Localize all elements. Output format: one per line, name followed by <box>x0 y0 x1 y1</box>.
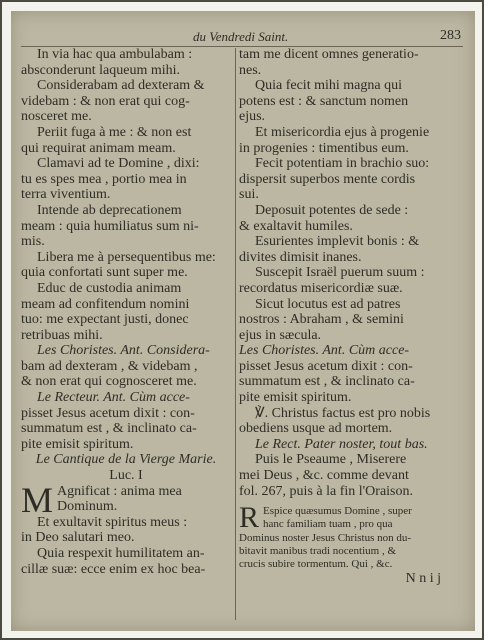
text-line: absconderunt laqueum mihi. <box>21 62 181 78</box>
text-line: videbam : & non erat qui cog- <box>21 93 190 109</box>
text-line: Quia respexit humilitatem an- <box>37 546 205 561</box>
left-after-lines <box>21 515 231 577</box>
text-line: mis. <box>21 234 45 250</box>
text-line: quia confortati sunt super me. <box>21 265 188 281</box>
drop-cap: M <box>21 479 54 520</box>
text-line: Quia fecit mihi magna qui <box>255 78 402 94</box>
page-number: 283 <box>440 28 461 43</box>
text-line: in progenies : timentibus eum. <box>239 140 409 156</box>
right-column <box>239 47 465 587</box>
page-frame <box>2 2 482 638</box>
text-line: Deposuit potentes de sede : <box>255 202 409 218</box>
column-divider <box>235 48 236 620</box>
prayer-line: bitavit manibus tradi nocentium , & <box>239 544 397 557</box>
text-line: Fecit potentiam in brachio suo: <box>255 156 430 172</box>
prayer-block <box>239 501 465 571</box>
text-line: tam me dicent omnes generatio- <box>239 47 419 62</box>
book-page <box>11 11 475 631</box>
text-line: potens est : & sanctum nomen <box>239 93 409 109</box>
text-line: in Deo salutari meo. <box>21 530 135 546</box>
text-line: In via hac qua ambulabam : <box>37 47 193 62</box>
text-line: summatum est , & inclinato ca- <box>239 374 415 390</box>
text-line: Puis le Pseaume , Miserere <box>255 452 407 468</box>
text-line: ℣. Christus factus est pro nobis <box>255 405 431 421</box>
text-line: obediens usque ad mortem. <box>239 421 393 437</box>
text-line: pisset Jesus acetum dixit : con- <box>21 405 195 421</box>
text-line: Considerabam ad dexteram & <box>37 78 205 94</box>
prayer-line: Espice quæsumus Domine , super <box>263 505 412 518</box>
prayer-line: hanc familiam tuam , pro qua <box>263 518 393 531</box>
text-line: terra viventium. <box>21 187 111 203</box>
text-line: Libera me à persequentibus me: <box>37 249 216 265</box>
running-title: du Vendredi Saint. <box>193 29 289 44</box>
text-line: ejus in sæcula. <box>239 327 322 343</box>
left-column <box>21 47 231 577</box>
text-line: dispersit superbos mente cordis <box>239 171 416 187</box>
magnificat-opening <box>21 479 231 520</box>
text-line: Esurientes implevit bonis : & <box>255 234 420 250</box>
text-line: Sicut locutus est ad patres <box>255 296 401 312</box>
text-line: pite emisit spiritum. <box>21 436 134 452</box>
text-line: Et misericordia ejus à progenie <box>255 124 430 140</box>
left-lines <box>21 47 231 452</box>
text-line: ejus. <box>239 109 266 125</box>
canticle-title: Le Cantique de la Vierge Marie. <box>35 452 217 468</box>
signature-mark: N n i j <box>405 571 441 587</box>
text-line: Intende ab deprecationem <box>37 202 182 218</box>
prayer-line: crucis subire tormentum. Qui , &c. <box>239 558 393 571</box>
text-line: retribuas mihi. <box>21 327 103 343</box>
text-line: Suscepit Israël puerum suum : <box>255 265 425 281</box>
text-line: Le Recteur. Ant. Cùm acce- <box>37 390 190 406</box>
text-line: Et exultavit spiritus meus : <box>37 514 188 530</box>
text-line: mei Deus , &c. comme devant <box>239 468 409 484</box>
text-line: divites dimisit inanes. <box>239 249 362 265</box>
text-line: meam ad confitendum nomini <box>21 296 190 312</box>
text-line: pisset Jesus acetum dixit : con- <box>239 358 413 374</box>
text-line: bam ad dexteram , & videbam , <box>21 358 198 374</box>
text-line: nosceret me. <box>21 109 92 125</box>
dropcap-line: Dominum. <box>57 499 118 515</box>
prayer-line: Dominus noster Jesus Christus non du- <box>239 531 412 544</box>
text-line: Clamavi ad te Domine , dixi: <box>37 156 200 172</box>
text-line: & non erat qui cognosceret me. <box>21 374 197 390</box>
text-line: Educ de custodia animam <box>37 280 182 296</box>
text-line: qui requirat animam meam. <box>21 140 176 156</box>
text-line: Periit fuga à me : & non est <box>37 124 192 140</box>
text-line: nostros : Abraham , & semini <box>239 312 404 328</box>
text-line: tu es spes mea , portio mea in <box>21 171 187 187</box>
text-line: pite emisit spiritum. <box>239 390 352 406</box>
text-line: Les Choristes. Ant. Considera- <box>37 343 210 359</box>
prayer-lines <box>239 501 465 571</box>
text-line: tuo: me expectant justi, donec <box>21 312 189 328</box>
text-line: summatum est , & inclinato ca- <box>21 421 197 437</box>
text-line: nes. <box>239 62 262 78</box>
canticle-reference: Luc. I <box>109 468 143 484</box>
dropcap-line: Agnificat : anima mea <box>57 483 182 499</box>
text-line: sui. <box>239 187 259 203</box>
text-line: & exaltavit humiles. <box>239 218 353 234</box>
text-line: Les Choristes. Ant. Cùm acce- <box>239 343 410 359</box>
text-line: cillæ suæ: ecce enim ex hoc bea- <box>21 561 206 577</box>
text-line: recordatus misericordiæ suæ. <box>239 280 403 296</box>
right-lines <box>239 47 465 499</box>
text-line: meam : quia humiliatus sum ni- <box>21 218 199 234</box>
text-line: fol. 267, puis à la fin l'Oraison. <box>239 483 413 499</box>
text-line: Le Rect. Pater noster, tout bas. <box>255 436 428 452</box>
prayer-drop-cap: R <box>239 501 260 535</box>
